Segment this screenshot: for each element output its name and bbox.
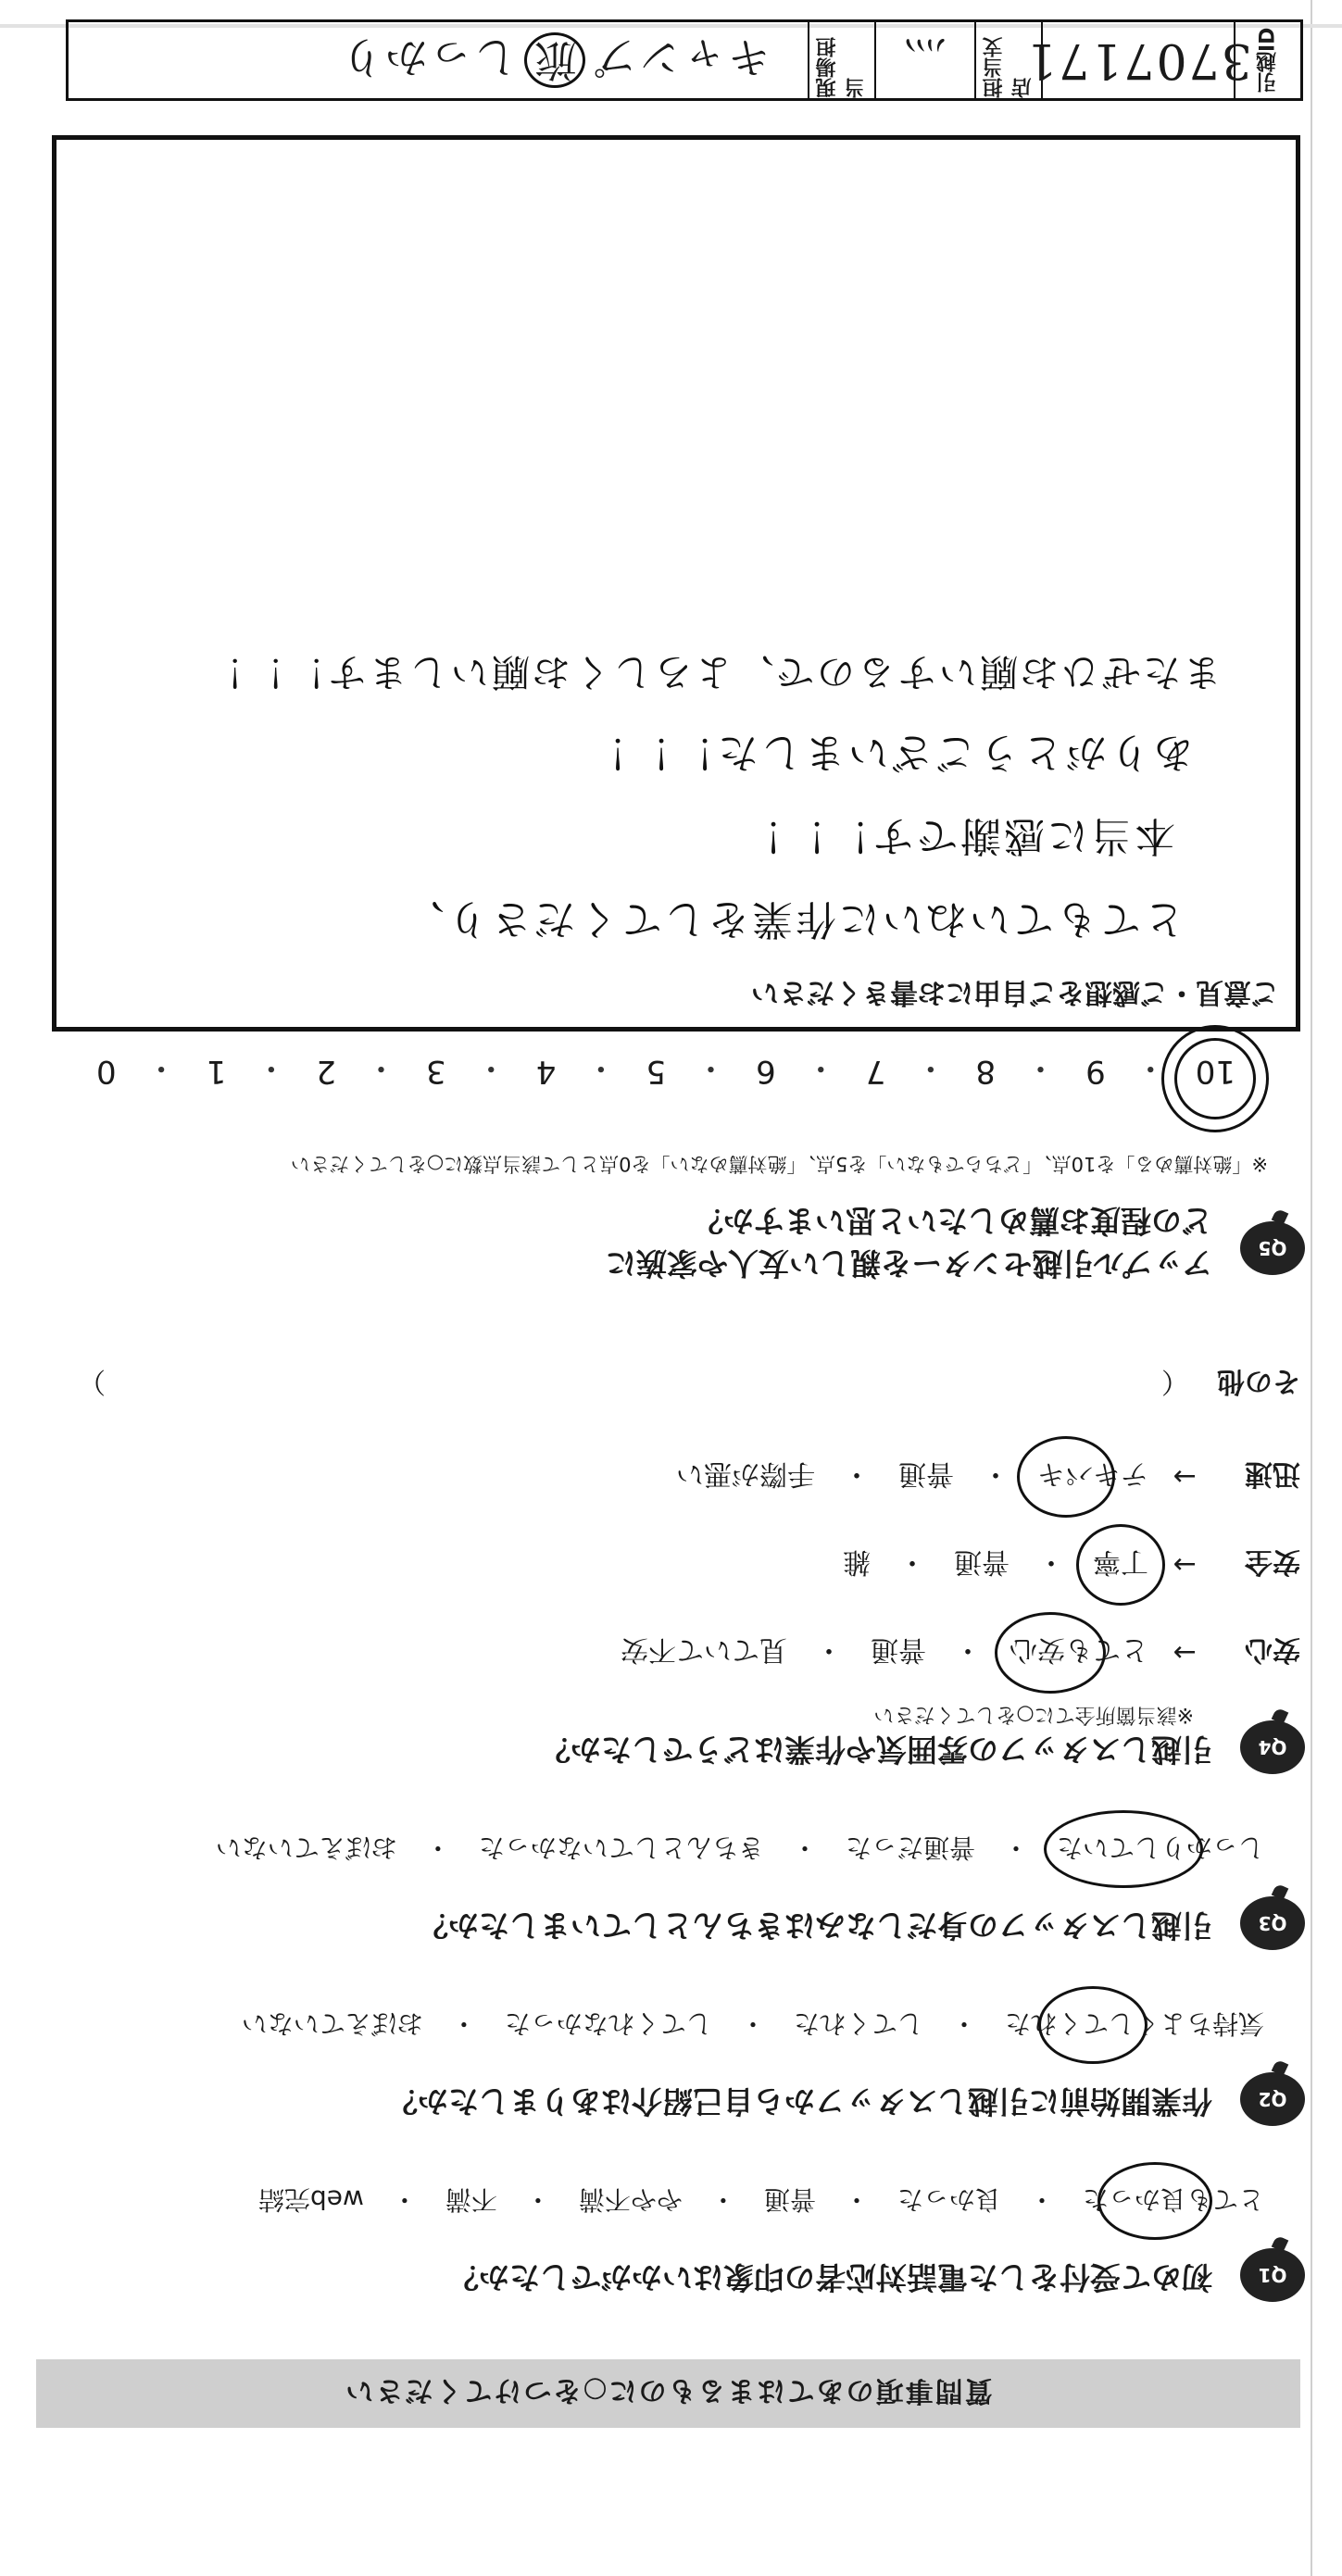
q2-options: 気持ちよくしてくれた ・ してくれた ・ してくれなかった ・ おぼえていない <box>238 2007 1268 2044</box>
branch-label-cell <box>974 22 1041 98</box>
q4-note: ※該当箇所全てに○をしてください <box>873 1703 1194 1726</box>
q4-anshin-option-3[interactable]: 見ていて不安 <box>621 1633 787 1666</box>
q2-option-3[interactable]: してくれなかった <box>504 2008 712 2039</box>
comment-line-3: ありがとうございました！！！ <box>584 729 1194 776</box>
question-1 <box>45 2256 1287 2298</box>
q4-row-anzen: 安全 → 丁寧 ・ 普通 ・ 雑 <box>839 1544 1300 1585</box>
scale-5[interactable]: 5 <box>646 1053 667 1090</box>
q2-option-1[interactable]: 気持ちよくしてくれた <box>1001 2007 1268 2044</box>
q5-text-line1: アップル引越センターを親しい友人や家族に <box>605 1245 1212 1282</box>
selection-circle <box>1097 2162 1212 2240</box>
instruction-banner <box>36 2359 1300 2428</box>
leader-label: 現場担当 <box>816 37 868 98</box>
q3-badge: Q3 <box>1240 1896 1305 1950</box>
id-label: 引越ID <box>1256 27 1280 94</box>
id-value-cell <box>1024 22 1252 98</box>
q3-options: しっかりしていた ・ 普通だった ・ きちんとしていなかった ・ おぼえていない <box>212 1831 1268 1868</box>
q4-anzen-option-1[interactable]: 丁寧 <box>1089 1544 1152 1585</box>
arrow-icon: → <box>1173 1636 1197 1669</box>
q1-option-3[interactable]: 普通 <box>763 2184 816 2215</box>
q1-option-2[interactable]: 良かった <box>897 2184 1001 2215</box>
q3-option-2[interactable]: 普通だった <box>845 1832 975 1863</box>
q5-note: ※「絶対薦める」を10点、「どちらでもない」を5点、「絶対薦めない」を0点として該当点数に○をしてください <box>290 1153 1268 1175</box>
scan-edge <box>1311 0 1312 2576</box>
q3-option-1[interactable]: しっかりしていた <box>1053 1831 1268 1868</box>
q1-badge: Q1 <box>1240 2248 1305 2302</box>
question-3 <box>45 1904 1287 1946</box>
instruction-text: 質問事項のあてはまるものに○をつけてください <box>344 2374 993 2407</box>
q4-jinsoku-option-3[interactable]: 手際が悪い <box>676 1457 815 1490</box>
selection-circle <box>1017 1436 1115 1518</box>
recommend-scale: 10 ・ 9 ・ 8 ・ 7 ・ 6 ・ 5 ・ 4 ・ 3 ・ 2 ・ 1 ・ 0 <box>41 1034 1300 1108</box>
q2-text: 作業開始前に引越しスタッフから自己紹介はありましたか？ <box>387 2083 1212 2120</box>
row-label: 迅速 <box>1245 1457 1300 1490</box>
branch-value-cell <box>874 22 974 98</box>
q4-row-other <box>78 1364 1300 1405</box>
branch-label: 担当支店 <box>983 37 1035 98</box>
q3-option-4[interactable]: おぼえていない <box>215 1832 397 1863</box>
comment-line-1: とてもていねいに作業をしてくださり、 <box>401 895 1185 943</box>
q2-option-2[interactable]: してくれた <box>793 2008 923 2039</box>
question-5 <box>45 1199 1287 1284</box>
signature-part-3: しっかり <box>339 32 517 82</box>
scale-8[interactable]: 8 <box>975 1053 997 1090</box>
q4-jinsoku-option-1[interactable]: テキパキ <box>1034 1457 1152 1497</box>
q5-text-line2: どの程度お薦めしたいと思いますか？ <box>693 1203 1212 1239</box>
signature-part-2: 旅 <box>524 32 585 88</box>
q1-option-6[interactable]: web完結 <box>257 2184 364 2215</box>
q1-option-1[interactable]: とても良かった <box>1079 2182 1268 2220</box>
selection-circle <box>1038 1986 1148 2064</box>
scale-2[interactable]: 2 <box>316 1053 336 1090</box>
q3-text: 引越しスタッフの身だしなみはきちんとしていましたか？ <box>418 1907 1212 1944</box>
scale-6[interactable]: 6 <box>756 1053 776 1090</box>
scale-0[interactable]: 0 <box>96 1053 117 1090</box>
q4-row-jinsoku: 迅速 → テキパキ ・ 普通 ・ 手際が悪い <box>672 1457 1300 1497</box>
branch-handwritten-scribble: ⺣ <box>904 32 947 82</box>
scale-10[interactable]: 10 <box>1196 1053 1235 1090</box>
selection-circle-inner <box>1174 1038 1256 1119</box>
other-close-paren: ） <box>78 1365 106 1397</box>
scale-9[interactable]: 9 <box>1085 1053 1106 1090</box>
signature-cell <box>69 22 808 98</box>
q4-anzen-option-2[interactable]: 普通 <box>954 1545 1010 1578</box>
arrow-icon: → <box>1173 1548 1197 1582</box>
q2-badge: Q2 <box>1240 2072 1305 2126</box>
scale-3[interactable]: 3 <box>426 1053 446 1090</box>
q4-badge: Q4 <box>1240 1720 1305 1774</box>
q1-option-5[interactable]: 不満 <box>445 2184 497 2215</box>
row-label: 安心 <box>1245 1633 1300 1666</box>
other-open-paren: （ <box>1161 1365 1189 1397</box>
comment-box[interactable] <box>52 135 1300 1032</box>
q1-options: とても良かった ・ 良かった ・ 普通 ・ やや不満 ・ 不満 ・ web完結 <box>255 2182 1268 2220</box>
leader-label-cell <box>808 22 874 98</box>
arrow-icon: → <box>1173 1460 1197 1494</box>
other-label: その他 <box>1217 1365 1300 1397</box>
selection-circle <box>1044 1810 1203 1888</box>
q1-text: 初めて受付をした電話対応者の印象はいかがでしたか？ <box>448 2259 1212 2295</box>
q4-anzen-option-3[interactable]: 雑 <box>843 1545 871 1578</box>
q4-text: 引越しスタッフの雰囲気や作業はどうでしたか？ <box>540 1732 1212 1768</box>
selection-circle <box>995 1612 1106 1694</box>
row-label: 安全 <box>1245 1545 1300 1578</box>
q1-option-4[interactable]: やや不満 <box>578 2184 683 2215</box>
comment-title: ご意見・ご感想をご自由にお書きください <box>751 976 1279 1008</box>
q4-anshin-option-1[interactable]: とても安心 <box>1006 1632 1152 1673</box>
scale-1[interactable]: 1 <box>206 1053 227 1090</box>
comment-line-4: またぜひお願いするので、よろしくお願いします！！！ <box>203 650 1222 694</box>
comment-line-2: 本当に感謝です！！！ <box>740 812 1175 859</box>
q4-jinsoku-option-2[interactable]: 普通 <box>898 1457 954 1490</box>
selection-circle <box>1076 1524 1165 1606</box>
q2-option-4[interactable]: おぼえていない <box>241 2008 423 2039</box>
q4-anshin-option-2[interactable]: 普通 <box>871 1633 926 1666</box>
q5-badge: Q5 <box>1240 1221 1305 1275</box>
q3-option-3[interactable]: きちんとしていなかった <box>478 1832 764 1863</box>
signature-part-1: キャンプ <box>593 32 771 82</box>
q4-row-anshin: 安心 → とても安心 ・ 普通 ・ 見ていて不安 <box>617 1632 1300 1673</box>
question-4 <box>45 1700 1287 1770</box>
question-2 <box>45 2080 1287 2122</box>
id-value: 3707171 <box>1024 32 1252 88</box>
staff-table <box>66 19 1303 101</box>
scale-7[interactable]: 7 <box>865 1053 886 1090</box>
scale-4[interactable]: 4 <box>535 1053 557 1090</box>
